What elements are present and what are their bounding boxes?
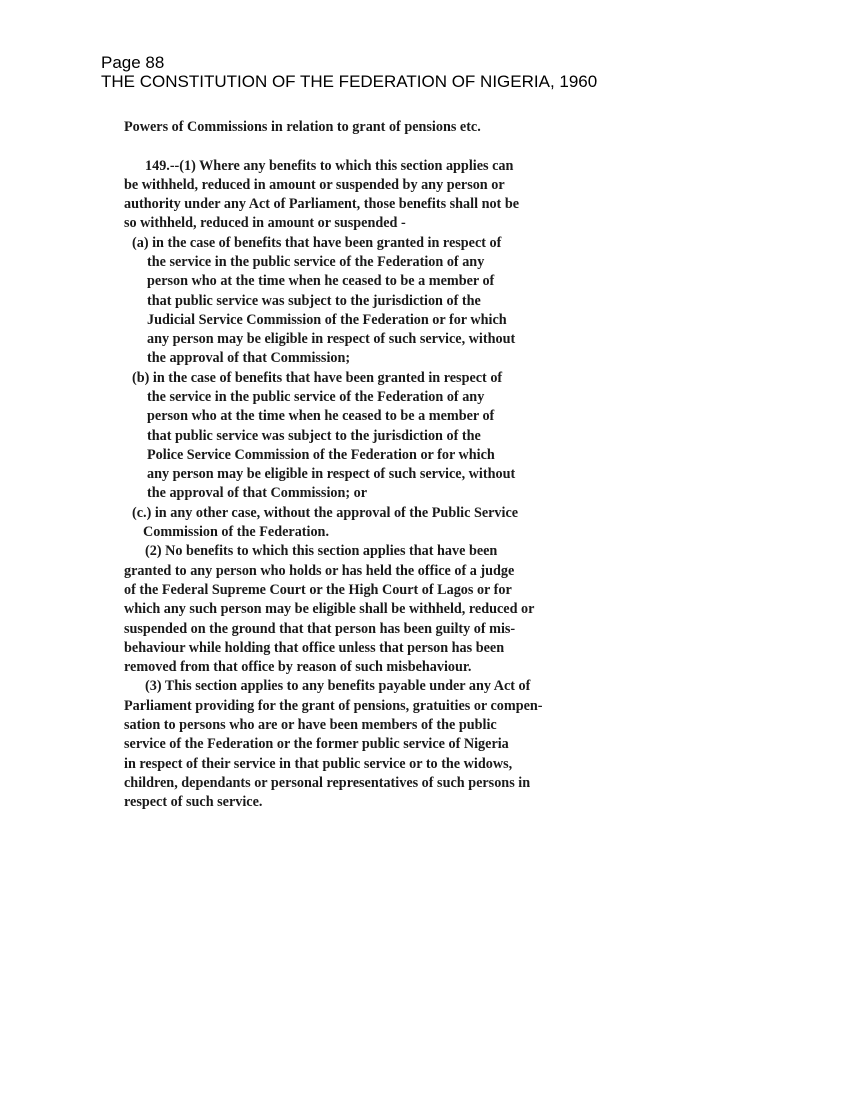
text-line: (c.) in any other case, without the approval of the Public Service [132, 505, 519, 521]
text-line: any person may be eligible in respect of such service, without [147, 466, 516, 482]
section-heading: Powers of Commissions in relation to grant of pensions etc. [124, 119, 481, 135]
text-line: in respect of their service in that public service or to the widows, [124, 756, 513, 772]
text-line: the service in the public service of the Federation of any [147, 254, 485, 270]
text-line: suspended on the ground that that person has been guilty of mis- [124, 621, 516, 637]
document-title: THE CONSTITUTION OF THE FEDERATION OF NIGERIA, 1960 [101, 72, 598, 91]
text-line: (b) in the case of benefits that have been granted in respect of [132, 370, 503, 386]
text-line: Judicial Service Commission of the Federation or for which [147, 312, 507, 328]
text-line: the approval of that Commission; or [147, 485, 368, 501]
text-line: 149.--(1) Where any benefits to which this section applies can [145, 158, 514, 174]
text-line: authority under any Act of Parliament, those benefits shall not be [124, 196, 520, 212]
text-line: (a) in the case of benefits that have been granted in respect of [132, 235, 502, 251]
text-line: the service in the public service of the Federation of any [147, 389, 485, 405]
text-line: person who at the time when he ceased to be a member of [147, 273, 495, 289]
text-line: person who at the time when he ceased to be a member of [147, 408, 495, 424]
text-line: any person may be eligible in respect of such service, without [147, 331, 516, 347]
text-line: the approval of that Commission; [147, 350, 351, 366]
text-line: Parliament providing for the grant of pensions, gratuities or compen- [124, 698, 543, 714]
text-line: removed from that office by reason of such misbehaviour. [124, 659, 472, 675]
text-line: that public service was subject to the jurisdiction of the [147, 293, 481, 309]
text-line: granted to any person who holds or has held the office of a judge [124, 563, 515, 579]
text-line: of the Federal Supreme Court or the High Court of Lagos or for [124, 582, 512, 598]
text-line: respect of such service. [124, 794, 263, 810]
text-line: be withheld, reduced in amount or suspended by any person or [124, 177, 505, 193]
text-line: service of the Federation or the former public service of Nigeria [124, 736, 509, 752]
page-header [101, 53, 597, 91]
text-line: Police Service Commission of the Federation or for which [147, 447, 495, 463]
text-line: behaviour while holding that office unless that person has been [124, 640, 505, 656]
text-line: so withheld, reduced in amount or suspended - [124, 215, 406, 231]
page-number: Page 88 [101, 53, 165, 72]
text-line: which any such person may be eligible shall be withheld, reduced or [124, 601, 535, 617]
text-line: (3) This section applies to any benefits payable under any Act of [145, 678, 531, 694]
text-line: Commission of the Federation. [143, 524, 329, 540]
text-line: children, dependants or personal representatives of such persons in [124, 775, 531, 791]
text-line: that public service was subject to the jurisdiction of the [147, 428, 481, 444]
text-line: (2) No benefits to which this section applies that have been [145, 543, 498, 559]
text-line: sation to persons who are or have been members of the public [124, 717, 497, 733]
